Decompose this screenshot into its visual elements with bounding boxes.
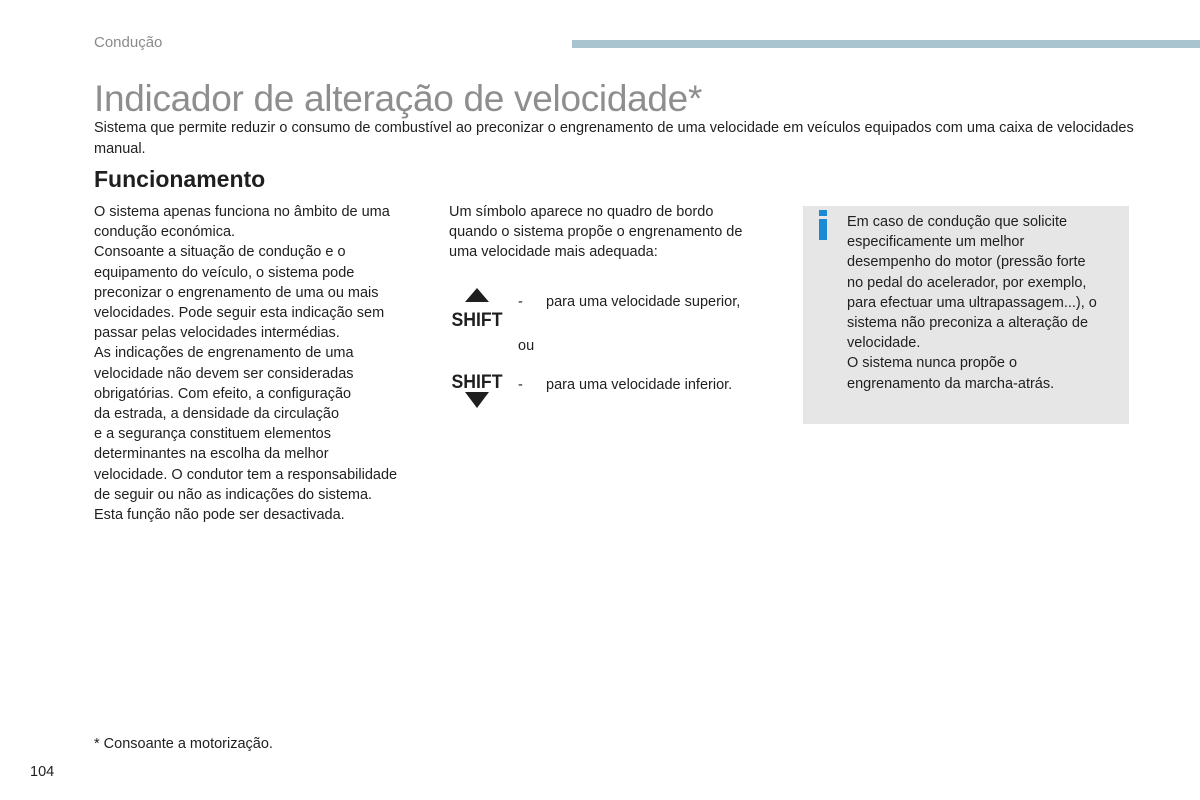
page-title: Indicador de alteração de velocidade* [94, 78, 703, 119]
info-text: Em caso de condução que solicite especificamente um melhor desempenho do motor (pressão forte no pedal do acelerador, por exemplo, para efectuar uma ultrapassagem...), o sistema não preconiza a alteração de velocidade. O sistema nunca propõe o engrenamento da marcha-atrás. [847, 214, 1097, 392]
header-accent-bar [572, 40, 1200, 48]
column-1-paragraph: As indicações de engrenamento de uma velocidade não devem ser consideradas obrigatórias. Com efeito, a configuração da estrada, a densidade da circulação e a segurança constituem elementos determinantes na escolha da melhor velocidade. O condutor tem a responsabilidade de seguir ou não as indicações do sistema. Esta função não pode ser desactivada. [94, 345, 398, 524]
column-2-intro: Um símbolo aparece no quadro de bordo quando o sistema propõe o engrenamento de uma velocidade mais adequada: [449, 204, 743, 261]
info-icon [816, 210, 830, 240]
lower-gear-label: para uma velocidade inferior. [546, 377, 733, 393]
shift-up-label: SHIFT [451, 308, 503, 331]
shift-down-label: SHIFT [451, 370, 503, 393]
page-number: 104 [30, 764, 55, 780]
upper-gear-label: para uma velocidade superior, [546, 294, 741, 310]
list-dash: - [518, 294, 523, 310]
section-label: Condução [94, 34, 163, 51]
list-dash: - [518, 377, 523, 393]
footnote: * Consoante a motorização. [94, 736, 273, 752]
column-1-paragraph: O sistema apenas funciona no âmbito de uma condução económica. [94, 204, 390, 241]
column-1-paragraph: Consoante a situação de condução e o equipamento do veículo, o sistema pode preconizar o engrenamento de uma ou mais velocidades. Pode seguir esta indicação sem passar pelas velocidades intermédias. [94, 244, 385, 342]
shift-down-icon [450, 368, 504, 418]
or-text: ou [518, 338, 535, 354]
section-heading: Funcionamento [94, 166, 266, 192]
shift-up-icon [450, 284, 504, 334]
column-1 [94, 202, 434, 525]
intro-paragraph: Sistema que permite reduzir o consumo de combustível ao preconizar o engrenamento de uma velocidade em veículos equipados com uma caixa de velocidades manual. [94, 120, 1134, 157]
